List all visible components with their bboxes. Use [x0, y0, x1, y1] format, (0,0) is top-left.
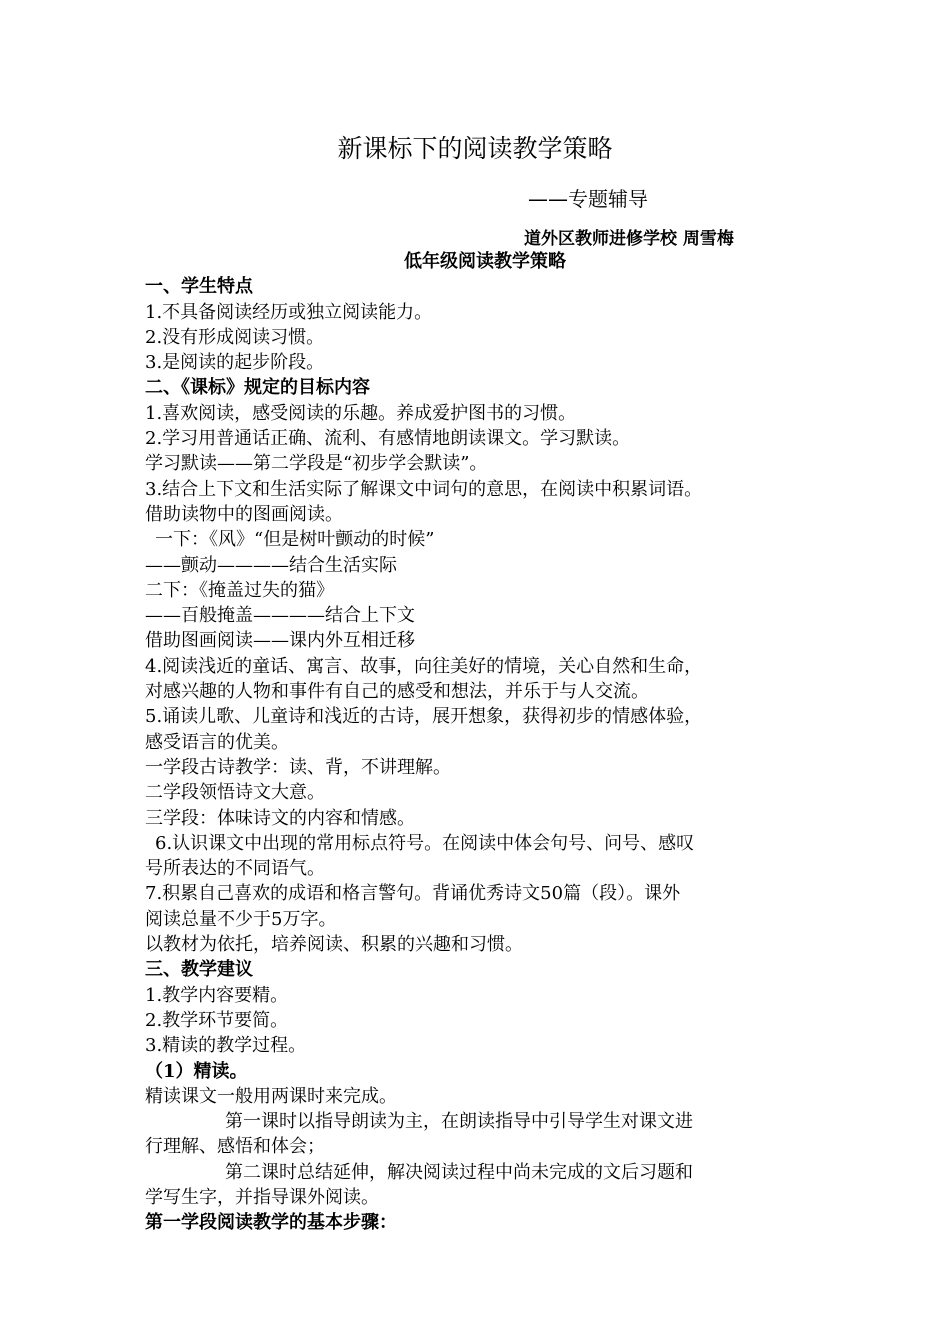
body-text-line: 阅读总量不少于5万字。 [145, 908, 337, 930]
body-text-line: 4.阅读浅近的童话、寓言、故事，向往美好的情境，关心自然和生命， [145, 655, 703, 677]
body-text-line: 第二课时总结延伸，解决阅读过程中尚未完成的文后习题和 [225, 1161, 693, 1183]
body-text-line: 2.没有形成阅读习惯。 [145, 326, 325, 348]
body-text-line: 2.学习用普通话正确、流利、有感情地朗读课文。学习默读。 [145, 428, 631, 450]
body-text-line: 6.认识课文中出现的常用标点符号。在阅读中体会句号、问号、感叹 [155, 832, 695, 854]
section-heading: 二、《课标》规定的目标内容 [145, 377, 370, 399]
body-text-line: 以教材为依托，培养阅读、积累的兴趣和习惯。 [145, 934, 523, 956]
body-text-line: 感受语言的优美。 [145, 731, 289, 753]
body-text-line: 7.积累自己喜欢的成语和格言警句。背诵优秀诗文50篇（段）。课外 [145, 883, 681, 905]
author-line: 道外区教师进修学校 周雪梅 [524, 229, 734, 249]
body-text-line: 借助图画阅读——课内外互相迁移 [145, 630, 415, 652]
body-text-line: 一学段古诗教学：读、背，不讲理解。 [145, 756, 451, 778]
section-heading: 三、教学建议 [145, 959, 253, 981]
body-text-line: 2.教学环节要简。 [145, 1009, 289, 1031]
body-text-line: ——百般掩盖————结合上下文 [145, 605, 415, 627]
document-body [145, 249, 825, 1236]
body-text-line: 三学段：体味诗文的内容和情感。 [145, 807, 415, 829]
body-text-line: 行理解、感悟和体会； [145, 1136, 325, 1158]
body-text-line: 1.教学内容要精。 [145, 984, 289, 1006]
body-text-line: 精读课文一般用两课时来完成。 [145, 1085, 397, 1107]
body-text-line: 3.是阅读的起步阶段。 [145, 352, 325, 374]
body-text-line: 二学段领悟诗文大意。 [145, 782, 325, 804]
body-text-line: 学写生字，并指导课外阅读。 [145, 1186, 379, 1208]
body-text-line: 1.喜欢阅读，感受阅读的乐趣。养成爱护图书的习惯。 [145, 402, 577, 424]
body-text-line: 号所表达的不同语气。 [145, 858, 325, 880]
body-text-line: 一下：《风》“但是树叶颤动的时候” [155, 529, 435, 551]
body-text-line: 第一课时以指导朗读为主，在朗读指导中引导学生对课文进 [225, 1111, 693, 1133]
document-title: 新课标下的阅读教学策略 [337, 134, 613, 163]
body-text-line: 学习默读——第二学段是“初步学会默读”。 [145, 453, 488, 475]
section-heading: 低年级阅读教学策略 [404, 251, 566, 272]
section-heading: （1）精读。 [145, 1060, 248, 1082]
body-text-line: 1.不具备阅读经历或独立阅读能力。 [145, 301, 433, 323]
body-text-line: 3.精读的教学过程。 [145, 1035, 307, 1057]
body-text-line: ——颤动————结合生活实际 [145, 554, 397, 576]
section-heading: 一、学生特点 [145, 276, 253, 298]
body-text-line: 借助读物中的图画阅读。 [145, 503, 343, 525]
document-subtitle: ——专题辅导 [528, 187, 648, 211]
body-text-line: 对感兴趣的人物和事件有自己的感受和想法，并乐于与人交流。 [145, 681, 649, 703]
body-text-line: 3.结合上下文和生活实际了解课文中词句的意思，在阅读中积累词语。 [145, 478, 703, 500]
body-text-line: 二下：《掩盖过失的猫》 [145, 579, 334, 601]
section-heading: 第一学段阅读教学的基本步骤： [145, 1212, 397, 1234]
body-text-line: 5.诵读儿歌、儿童诗和浅近的古诗，展开想象，获得初步的情感体验， [145, 706, 703, 728]
